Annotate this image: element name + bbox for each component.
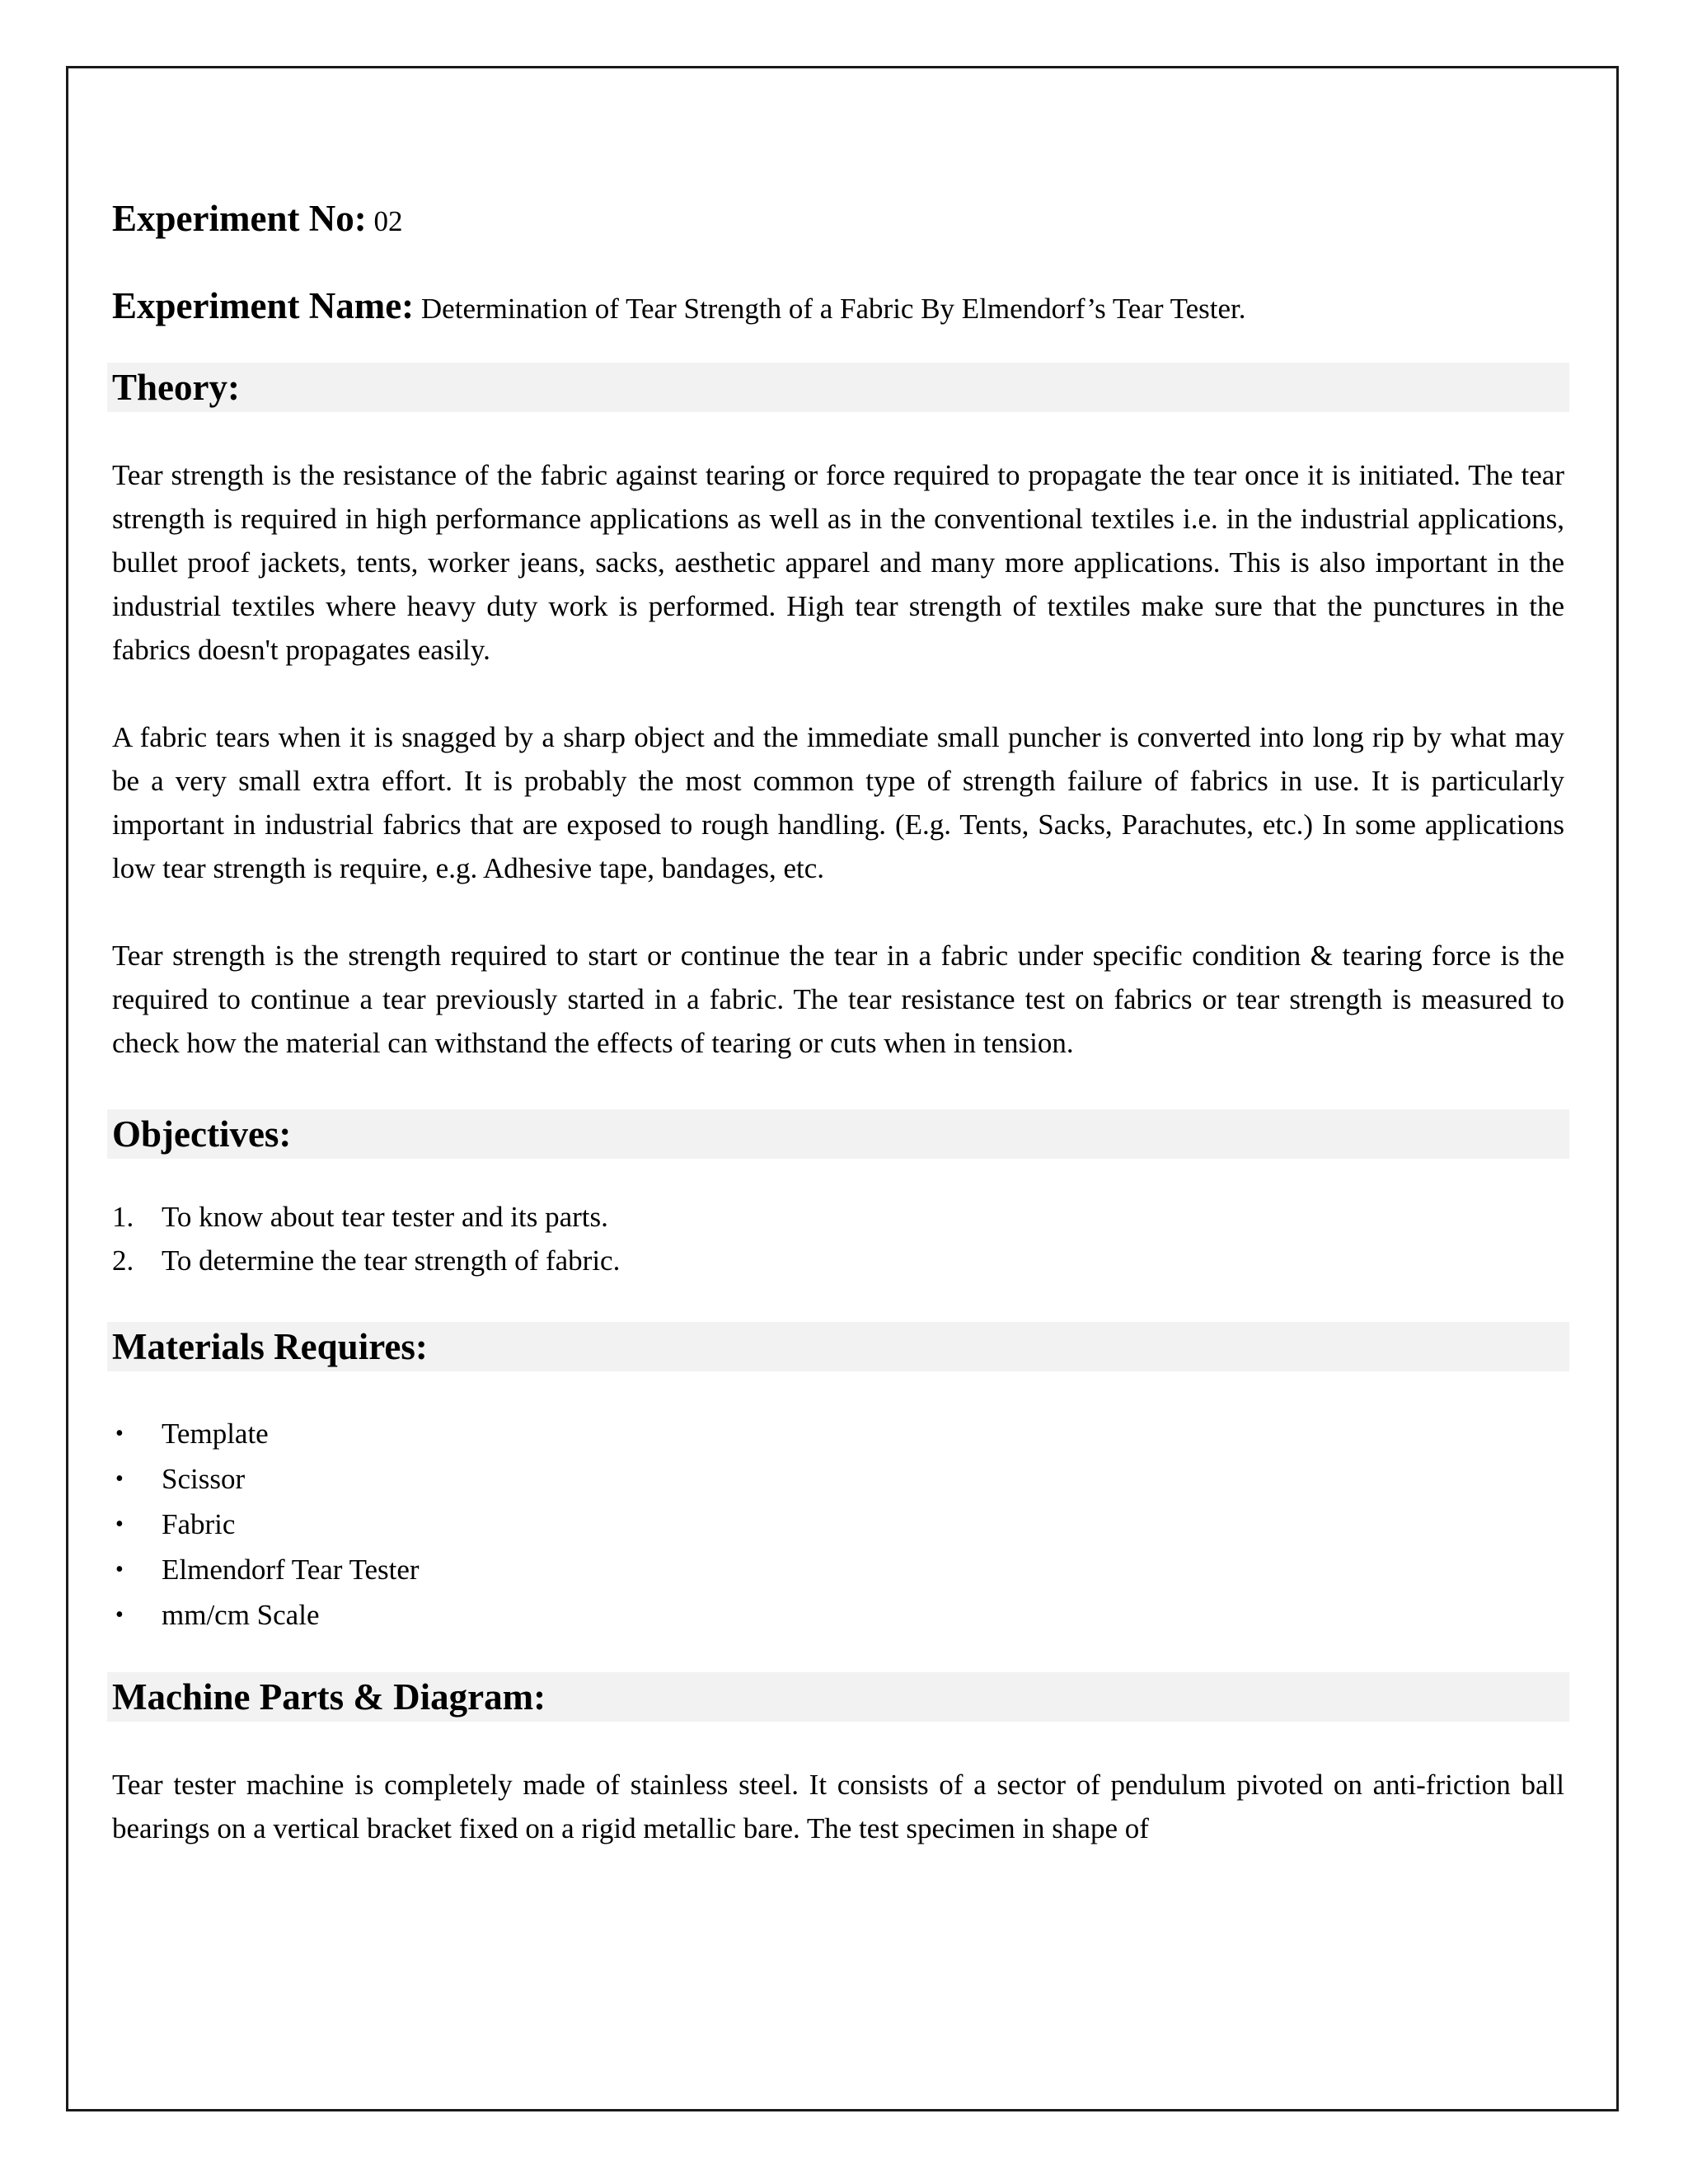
bullet-icon: • bbox=[115, 1511, 124, 1537]
material-text: Scissor bbox=[162, 1463, 246, 1495]
objective-number: 2. bbox=[112, 1244, 134, 1277]
theory-paragraph-2: A fabric tears when it is snagged by a sharp object and the immediate small puncher is converted into long rip by what may be a very small extra effort. It is probably the most common type of strength failure of fabrics in use. It is particularly important in industrial fabrics that are exposed to rough handling. (E.g. Tents, Sacks, Parachutes, etc.) In some applications low tear strength is require, e.g. Adhesive tape, bandages, etc. bbox=[112, 721, 1564, 884]
experiment-name-value: Determination of Tear Strength of a Fabric By Elmendorf’s Tear Tester. bbox=[420, 293, 1246, 325]
material-text: Elmendorf Tear Tester bbox=[162, 1554, 420, 1586]
experiment-number-value: 02 bbox=[373, 205, 403, 237]
experiment-name-label: Experiment Name: bbox=[112, 285, 415, 326]
theory-paragraph-3: Tear strength is the strength required to start or continue the tear in a fabric under specific condition & tearing force is the required to continue a tear previously started in a fabric. The tear resistance test on fabrics or tear strength is measured to check how the material can withstand the effects of tearing or cuts when in tension. bbox=[112, 940, 1564, 1059]
machine-heading: Machine Parts & Diagram: bbox=[107, 1672, 1569, 1722]
material-text: Fabric bbox=[162, 1508, 236, 1540]
experiment-number-label: Experiment No: bbox=[112, 198, 367, 239]
bullet-icon: • bbox=[115, 1602, 124, 1628]
materials-list bbox=[112, 1411, 1564, 1638]
objective-text: To determine the tear strength of fabric. bbox=[162, 1244, 621, 1277]
list-item bbox=[112, 1502, 1564, 1547]
list-item bbox=[112, 1592, 1564, 1638]
objective-number: 1. bbox=[112, 1201, 134, 1233]
materials-heading: Materials Requires: bbox=[107, 1322, 1569, 1371]
list-item bbox=[112, 1411, 1564, 1456]
experiment-number-line bbox=[112, 196, 1564, 241]
document-content bbox=[112, 190, 1564, 1850]
machine-paragraph: Tear tester machine is completely made of stainless steel. It consists of a sector of pendulum pivoted on anti-friction ball bearings on a vertical bracket fixed on a rigid metallic bare. The test specimen in shape of bbox=[112, 1769, 1564, 1844]
experiment-name-line bbox=[112, 284, 1564, 328]
theory-paragraph-1: Tear strength is the resistance of the fabric against tearing or force required to propagate the tear once it is initiated. The tear strength is required in high performance applications as well as in the conventional textiles i.e. in the industrial applications, bullet proof jackets, tents, worker jeans, sacks, aesthetic apparel and many more applications. This is also important in the industrial textiles where heavy duty work is performed. High tear strength of textiles make sure that the punctures in the fabrics doesn't propagates easily. bbox=[112, 459, 1564, 666]
list-item bbox=[112, 1195, 1564, 1239]
list-item bbox=[112, 1456, 1564, 1502]
bullet-icon: • bbox=[115, 1466, 124, 1492]
objective-text: To know about tear tester and its parts. bbox=[162, 1201, 608, 1233]
bullet-icon: • bbox=[115, 1421, 124, 1446]
material-text: Template bbox=[162, 1418, 269, 1450]
objectives-list bbox=[112, 1195, 1564, 1282]
bullet-icon: • bbox=[115, 1557, 124, 1582]
list-item bbox=[112, 1547, 1564, 1592]
theory-heading: Theory: bbox=[107, 363, 1569, 412]
list-item bbox=[112, 1239, 1564, 1282]
objectives-heading: Objectives: bbox=[107, 1109, 1569, 1159]
material-text: mm/cm Scale bbox=[162, 1599, 320, 1631]
